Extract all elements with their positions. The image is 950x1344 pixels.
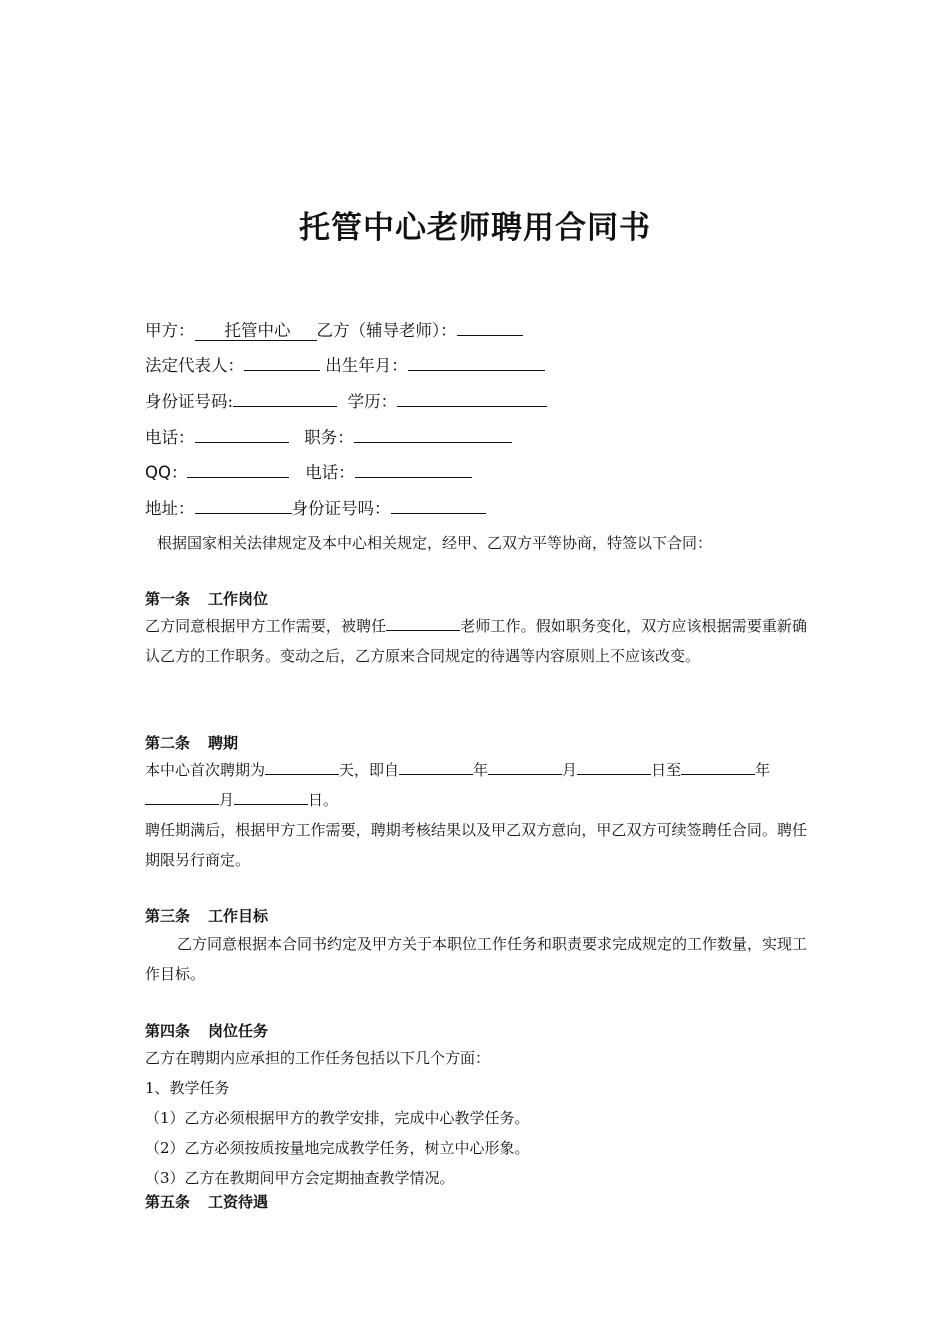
list-item: （2）乙方必须按质按量地完成教学任务，树立中心形象。 <box>145 1139 530 1157</box>
article-2-term: 本中心首次聘期为 天，即自 年 月 日至 年 月 日。 聘任期满后，根据甲方工作需要，聘期考核结果以及甲乙双方意向，甲乙双方可续签聘任合同。聘任期限另行商定。 <box>145 761 807 869</box>
legal-rep-blank[interactable] <box>244 354 320 371</box>
education-label: 学历： <box>347 392 398 411</box>
list-item: （3）乙方在教期间甲方会定期抽查教学情况。 <box>145 1169 455 1187</box>
position-label: 职务： <box>304 428 354 447</box>
article-5-heading: 第五条 工资待遇 <box>145 1193 269 1211</box>
field-row-address <box>145 497 486 519</box>
article-3-paragraph: 乙方同意根据本合同书约定及甲方关于本职位工作任务和职责要求完成规定的工作数量，实现工作目标。 <box>145 935 808 983</box>
party-b-label: 乙方（辅导老师）： <box>316 321 457 340</box>
end-year-blank[interactable] <box>681 760 755 775</box>
id2-blank[interactable] <box>391 497 486 514</box>
start-year-blank[interactable] <box>399 760 473 775</box>
document-title: 托管中心老师聘用合同书 <box>299 210 651 246</box>
phone2-blank[interactable] <box>355 461 472 478</box>
list-item: （1）乙方必须根据甲方的教学安排，完成中心教学任务。 <box>145 1109 530 1127</box>
birth-blank[interactable] <box>408 354 545 371</box>
party-a-label: 甲方： <box>145 321 195 340</box>
education-blank[interactable] <box>397 390 547 407</box>
article-2-renewal: 聘任期满后，根据甲方工作需要，聘期考核结果以及甲乙双方意向，甲乙双方可续签聘任合同。聘任期限另行商定。 <box>145 821 807 869</box>
start-day-blank[interactable] <box>577 760 651 775</box>
start-month-blank[interactable] <box>488 760 562 775</box>
id2-label: 身份证号吗： <box>291 499 391 518</box>
address-label: 地址： <box>145 499 195 518</box>
article-4-intro: 乙方在聘期内应承担的工作任务包括以下几个方面： <box>145 1049 491 1067</box>
end-month-blank[interactable] <box>145 790 219 805</box>
article-2-heading: 第二条 聘期 <box>145 734 239 752</box>
field-row-phone <box>145 426 512 448</box>
article-4-sub: 1、教学任务 <box>145 1079 230 1097</box>
field-row-id <box>145 390 547 412</box>
phone-blank[interactable] <box>195 426 289 443</box>
birth-label: 出生年月： <box>325 356 408 375</box>
id-blank[interactable] <box>233 390 337 407</box>
position-title-blank[interactable] <box>386 616 460 631</box>
address-blank[interactable] <box>195 497 292 514</box>
field-row-qq <box>145 461 472 483</box>
article-1-heading: 第一条 工作岗位 <box>145 590 269 608</box>
id-label: 身份证号码: <box>145 392 234 411</box>
field-row-parties <box>145 319 523 341</box>
article-4-body <box>145 1043 807 1193</box>
article-1-paragraph: 乙方同意根据甲方工作需要，被聘任 老师工作。假如职务变化，双方应该根据需要重新确认乙方的工作职务。变动之后，乙方原来合同规定的待遇等内容原则上不应该改变。 <box>145 617 807 665</box>
field-row-legal-rep <box>145 354 545 376</box>
party-a-value[interactable]: 托管中心 <box>195 321 317 341</box>
intro-paragraph: 根据国家相关法律规定及本中心相关规定，经甲、乙双方平等协商，特签以下合同： <box>157 534 713 552</box>
qq-label: QQ： <box>145 463 188 482</box>
party-b-blank[interactable] <box>457 319 523 336</box>
days-blank[interactable] <box>265 760 339 775</box>
article-4-heading: 第四条 岗位任务 <box>145 1022 269 1040</box>
position-blank[interactable] <box>354 426 512 443</box>
article-3-heading: 第三条 工作目标 <box>145 907 269 925</box>
qq-blank[interactable] <box>187 461 289 478</box>
phone2-label: 电话： <box>305 463 355 482</box>
phone-label: 电话： <box>145 428 195 447</box>
legal-rep-label: 法定代表人： <box>145 356 244 375</box>
end-day-blank[interactable] <box>234 790 308 805</box>
